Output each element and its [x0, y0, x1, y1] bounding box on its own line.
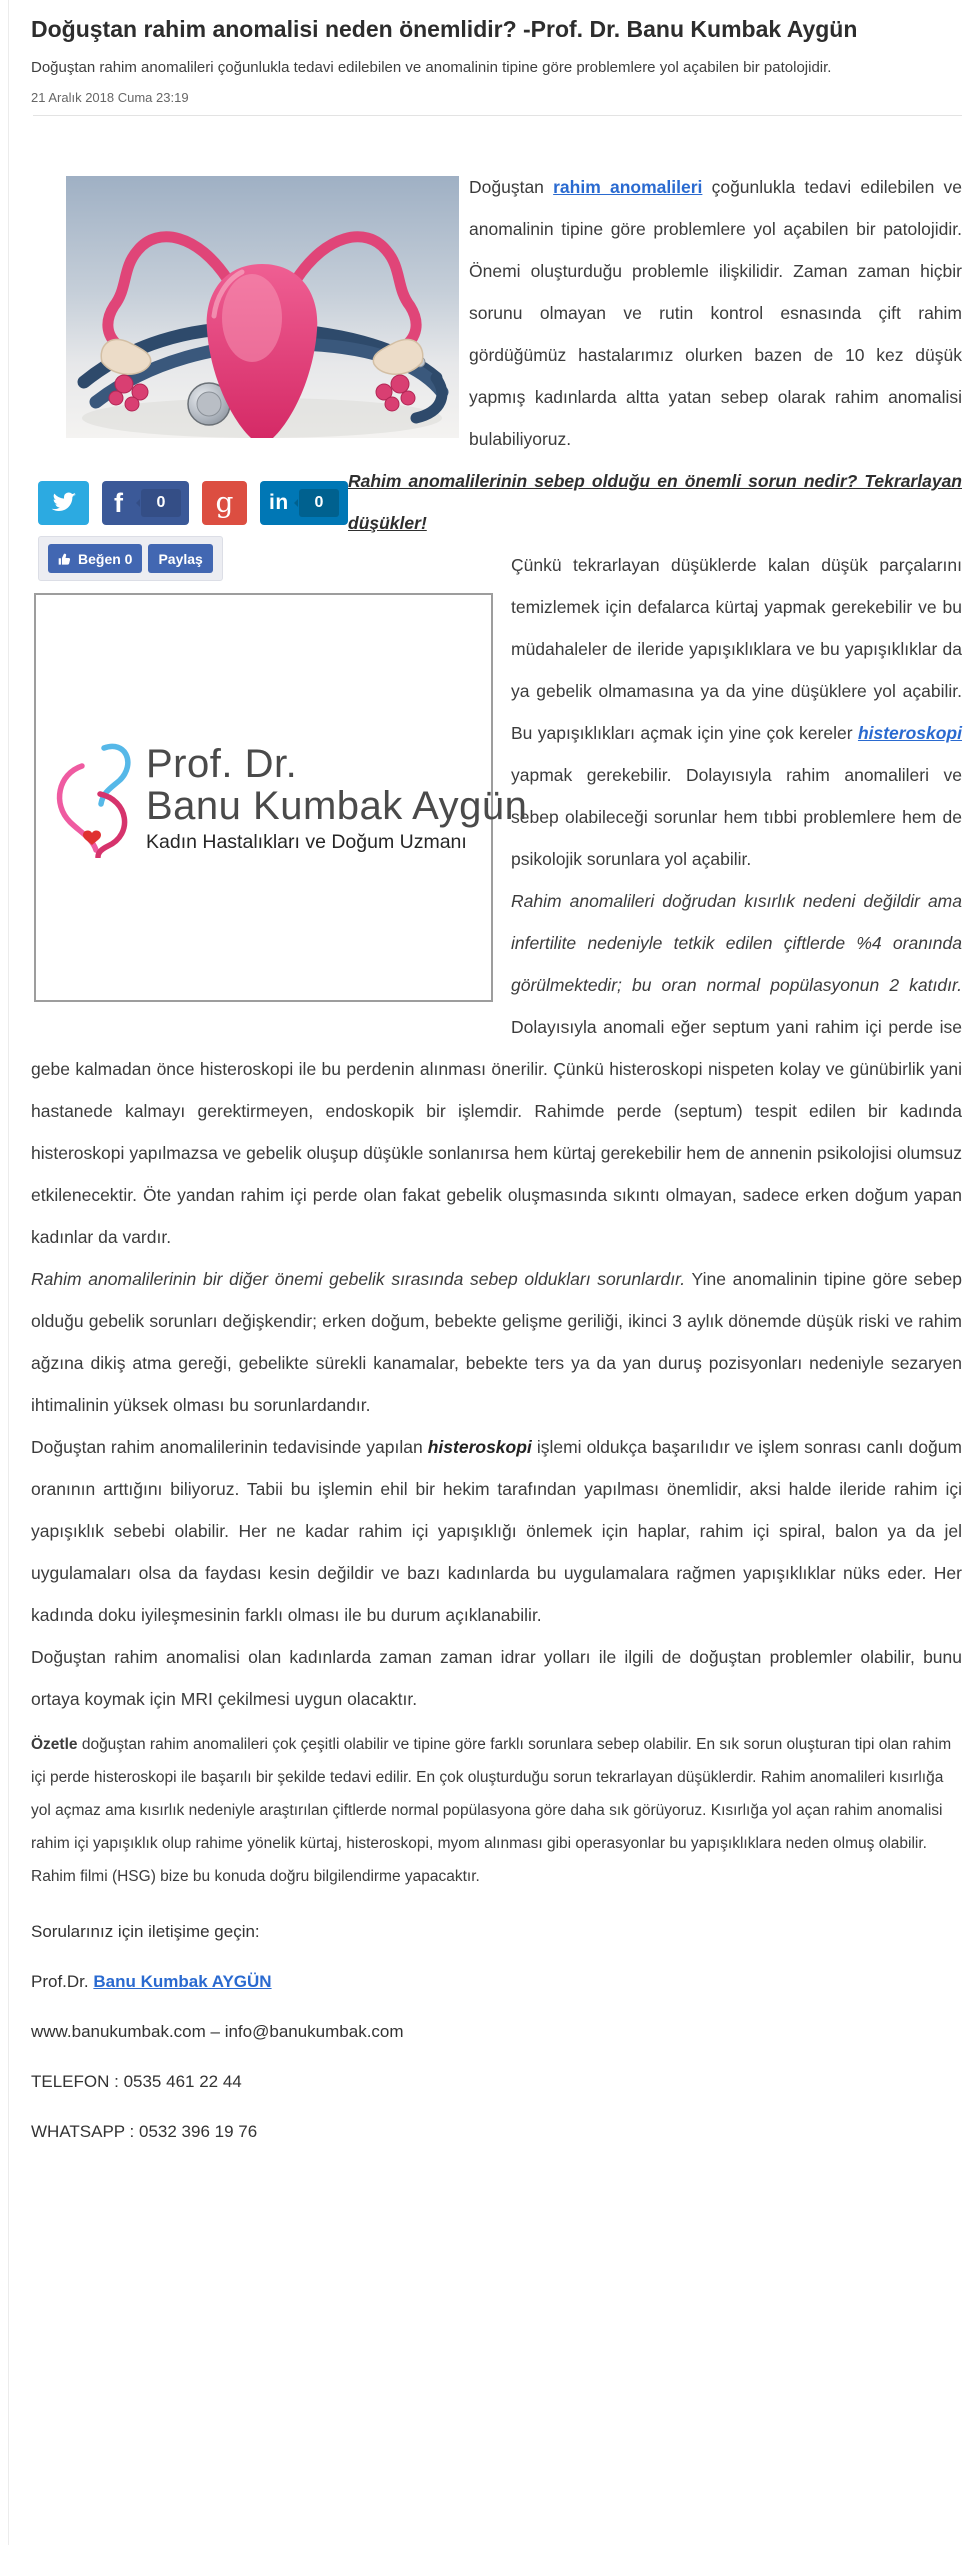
- facebook-f-icon: f: [114, 487, 123, 518]
- linkedin-share-button[interactable]: [260, 481, 348, 525]
- facebook-like-widget: [38, 536, 223, 581]
- contact-web-line: www.banukumbak.com – info@banukumbak.com: [31, 2022, 404, 2041]
- paragraph-intro: Doğuştan rahim anomalileri çoğunlukla tedavi edilebilen ve anomalinin tipine göre problemlere yol açabilen bir patolojidir. Önemi oluşturduğu problemle ilişkilidir. Zaman zaman hiçbir sorunu olmayan ve rutin kontrol esnasında çift rahim gördüğümüz hastalarımız olurken bazen de 10 kez düşük yapmış kadınlarda altta yatan sebep olarak rahim anomalisi bulabiliyoruz.: [469, 177, 963, 449]
- googleplus-share-button[interactable]: [202, 481, 247, 525]
- article-subtitle: Doğuştan rahim anomalileri çoğunlukla tedavi edilebilen ve anomalinin tipine göre problemlere yol açabilen bir patolojidir.: [31, 59, 832, 76]
- paragraph-recurrent-miscarriage: Çünkü tekrarlayan düşüklerde kalan düşük parçalarını temizlemek için defalarca kürtaj yapmak gerekebilir ve bu müdahaleler de ileride yapışıklıklara ve bu yapışıklıklar da ya gebelik olmamasına ya da yine düşüklere yol açabilir. Bu yapışıklıkları açmak için yine çok kereler histeroskopi yapmak gerekebilir. Dolayısıyla rahim anomalileri ve sebep olabileceği sorunlar hem tıbbi problemlere hem de psikolojik sorunlara yol açabilir.: [511, 555, 962, 869]
- contact-phone-line: TELEFON : 0535 461 22 44: [31, 2072, 242, 2091]
- contact-intro: Sorularınız için iletişime geçin:: [31, 1922, 260, 1941]
- googleplus-g-icon: g: [215, 486, 234, 519]
- facebook-like-button[interactable]: [48, 544, 142, 573]
- paragraph-question-heading: Rahim anomalilerinin sebep olduğu en önemli sorun nedir? Tekrarlayan düşükler!: [348, 471, 962, 533]
- page-title: Doğuştan rahim anomalisi neden önemlidir? -Prof. Dr. Banu Kumbak Aygün: [31, 16, 858, 42]
- paragraph-pregnancy-problems: Rahim anomalilerinin bir diğer önemi gebelik sırasında sebep oldukları sorunlardır. Yine anomalinin tipine göre sebep olduğu gebelik sorunları değişkendir; erken doğum, bebekte gelişme geriliği, ikinci 3 aylık dönemde düşük riski ve rahim ağzına dikiş atma gereği, gebelikte sürekli kanamalar, bebekte ters ya da yan duruş pozisyonları nedeniyle sezaryen ihtimalinin yüksek olması bu sorunlardandır.: [31, 1269, 962, 1415]
- contact-name-line: Prof.Dr. Banu Kumbak AYGÜN: [31, 1972, 272, 1991]
- logo-specialty-line: Kadın Hastalıkları ve Doğum Uzmanı: [146, 831, 467, 853]
- contact-section: [9, 1893, 976, 2174]
- share-button-row: [38, 481, 348, 525]
- doctor-logo-box: [34, 593, 528, 1002]
- logo-text: [146, 740, 527, 858]
- header-divider: [33, 115, 962, 116]
- article-page: [8, 0, 976, 2545]
- rahim-anomalileri-link[interactable]: rahim anomalileri: [553, 177, 703, 197]
- thumbs-up-icon: [58, 552, 72, 566]
- logo-title-line: Prof. Dr.: [146, 742, 298, 786]
- logo-name-line: Banu Kumbak Aygün: [146, 784, 528, 828]
- twitter-bird-icon: [51, 492, 77, 514]
- paragraph-treatment: Doğuştan rahim anomalilerinin tedavisinde yapılan histeroskopi işlemi oldukça başarılıdır ve işlem sonrası canlı doğum oranının arttığını biliyoruz. Tabii bu işlemin ehil bir hekim tarafından yapılması önemlidir, aksi halde ileride rahim içi yapışıklık sebebi olabilir. Her ne kadar rahim içi yapışıklığı önlemek için haplar, rahim içi spiral, balon ya da jel uygulamaları olsa da faydası kesin değildir ve bazı kadınlarda bu uygulamalara rağmen yapışıklıklar nüks eder. Her kadında doku iyileşmesinin farklı olması ile bu durum açıklanabilir.: [31, 1437, 963, 1625]
- article-body: [9, 166, 976, 1893]
- histeroskopi-link[interactable]: histeroskopi: [857, 723, 962, 743]
- linkedin-in-icon: in: [269, 491, 289, 514]
- facebook-share-count: 0: [141, 489, 181, 517]
- contact-whatsapp-line: WHATSAPP : 0532 396 19 76: [31, 2122, 258, 2141]
- paragraph-summary: Özetle doğuştan rahim anomalileri çok çeşitli olabilir ve tipine göre farklı sorunlara sebep olabilir. En sık sorun oluşturan tipi olan rahim içi perde histeroskopi ile başarılı bir şekilde tedavi edilir. En çok oluşturduğu sorun tekrarlayan düşüklerdir. Rahim anomalileri kısırlığa yol açmaz ama kısırlık nedeniyle araştırılan çiftlerde normal popülasyona göre daha sık görüyoruz. Kısırlığa yol açan rahim anomalisi rahim içi yapışıklık olup rahime yönelik kürtaj, histeroskopi, myom alınması gibi operasyonlar bu yapışıklıklara neden olmuş olabilir. Rahim filmi (HSG) bize bu konuda doğru bilgilendirme yapacaktır.: [31, 1736, 952, 1885]
- doctor-name-link[interactable]: Banu Kumbak AYGÜN: [93, 1972, 272, 1991]
- publish-date: 21 Aralık 2018 Cuma 23:19: [31, 90, 189, 105]
- linkedin-share-count: 0: [299, 489, 339, 517]
- facebook-share-button[interactable]: [102, 481, 189, 525]
- like-button-label: Beğen 0: [78, 550, 133, 567]
- twitter-share-button[interactable]: [38, 481, 89, 525]
- facebook-paylas-button[interactable]: [148, 544, 212, 573]
- share-button-label: Paylaş: [158, 550, 203, 567]
- article-image: [66, 176, 459, 438]
- heart-icon: [83, 831, 101, 845]
- uterus-model-photo: [66, 176, 459, 438]
- paragraph-infertility: Rahim anomalileri doğrudan kısırlık nedeni değildir ama infertilite nedeniyle tetkik edilen çiftlerde %4 oranında görülmektedir; bu oran normal popülasyonun 2 katıdır. Dolayısıyla anomali eğer septum yani rahim içi perde ise gebe kalmadan önce histeroskopi ile bu perdenin alınması önerilir. Çünkü histeroskopi nispeten kolay ve günübirlik yani hastanede kalmayı gerektirmeyen, endoskopik bir işlemdir. Rahimde perde (septum) tespit edilen bir kadında histeroskopi yapılmazsa ve gebelik oluşup düşükle sonlanırsa hem kürtaj gerekebilir hem de annenin psikolojisi olumsuz etkilenecektir. Öte yandan rahim içi perde olan fakat gebelik oluşmasında sıkıntı olmayan, sadece erken doğum yapan kadınlar da vardır.: [31, 891, 962, 1247]
- clinic-logo-icon: [52, 740, 134, 858]
- article-header: [9, 0, 976, 116]
- paragraph-mri: Doğuştan rahim anomalisi olan kadınlarda zaman zaman idrar yolları ile ilgili de doğuştan problemler olabilir, bunu ortaya koymak için MRI çekilmesi uygun olacaktır.: [31, 1647, 962, 1709]
